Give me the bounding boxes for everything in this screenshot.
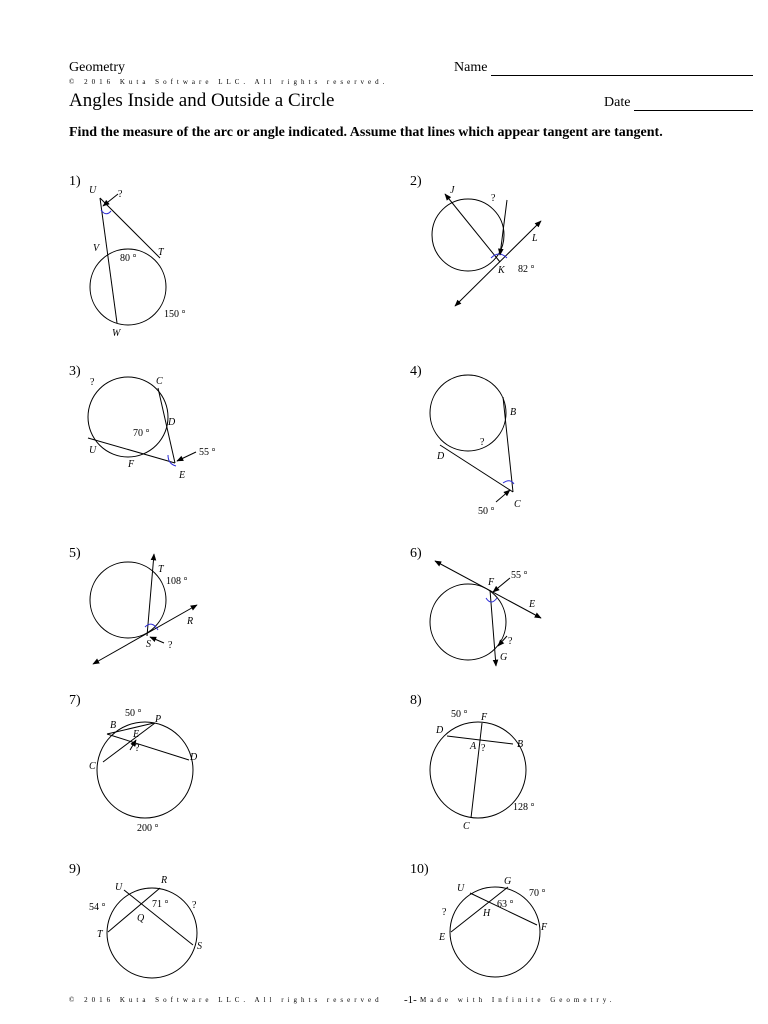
course-name: Geometry xyxy=(69,60,125,75)
label-S: S xyxy=(146,639,151,650)
problem-number: 2) xyxy=(410,174,422,189)
footer-copyright: © 2016 Kuta Software LLC. All rights reserved xyxy=(69,996,383,1004)
label-G: G xyxy=(504,876,512,887)
label-R: R xyxy=(161,875,168,886)
label-measure: 200 ° xyxy=(137,823,159,834)
label-measure: 70 ° xyxy=(133,428,150,439)
label-D: D xyxy=(436,725,444,736)
label-G: G xyxy=(500,652,508,663)
label-W: W xyxy=(112,328,121,339)
label-D: D xyxy=(190,752,198,763)
problem-number: 8) xyxy=(410,693,422,708)
label-unknown: ? xyxy=(118,189,123,200)
label-E: E xyxy=(133,729,140,740)
label-J: J xyxy=(450,185,455,196)
label-T: T xyxy=(158,564,164,575)
label-unknown: ? xyxy=(481,743,486,754)
label-D: D xyxy=(437,451,445,462)
label-measure: 54 ° xyxy=(89,902,106,913)
label-C: C xyxy=(463,821,470,832)
label-E: E xyxy=(529,599,536,610)
label-unknown: ? xyxy=(480,437,485,448)
label-measure: 55 ° xyxy=(511,570,528,581)
problem-number: 9) xyxy=(69,862,81,877)
label-U: U xyxy=(457,883,465,894)
label-measure: 82 ° xyxy=(518,264,535,275)
label-A: A xyxy=(470,741,477,752)
label-C: C xyxy=(514,499,521,510)
problem-number: 5) xyxy=(69,546,81,561)
label-unknown: ? xyxy=(442,907,447,918)
figure-5 xyxy=(90,554,197,664)
header-copyright: © 2016 Kuta Software LLC. All rights reserved. xyxy=(69,78,389,86)
problem-number: 6) xyxy=(410,546,422,561)
label-H: H xyxy=(483,908,491,919)
label-E: E xyxy=(179,470,186,481)
label-measure: 71 ° xyxy=(152,899,169,910)
label-unknown: ? xyxy=(168,640,173,651)
label-unknown: ? xyxy=(135,743,140,754)
label-K: K xyxy=(498,265,505,276)
label-measure: 128 ° xyxy=(513,802,535,813)
label-measure: 108 ° xyxy=(166,576,188,587)
label-F: F xyxy=(488,577,495,588)
figure-3 xyxy=(88,377,196,466)
name-label: Name xyxy=(454,60,488,75)
figure-4 xyxy=(430,375,517,502)
instructions: Find the measure of the arc or angle indicated. Assume that lines which appear tangent are tangent. xyxy=(69,125,663,140)
figure-8 xyxy=(430,722,526,818)
label-T: T xyxy=(158,247,164,258)
problem-number: 1) xyxy=(69,174,81,189)
label-unknown: ? xyxy=(508,636,513,647)
label-B: B xyxy=(517,739,524,750)
label-S: S xyxy=(197,941,202,952)
figure-2 xyxy=(432,194,541,306)
label-unknown: ? xyxy=(90,377,95,388)
label-L: L xyxy=(532,233,538,244)
worksheet-title: Angles Inside and Outside a Circle xyxy=(69,90,335,111)
label-F: F xyxy=(128,459,135,470)
label-T: T xyxy=(97,929,103,940)
label-U: U xyxy=(89,185,97,196)
label-D: D xyxy=(168,417,176,428)
label-Q: Q xyxy=(137,913,145,924)
label-measure: 55 ° xyxy=(199,447,216,458)
label-P: P xyxy=(155,714,162,725)
label-B: B xyxy=(110,720,117,731)
problem-number: 3) xyxy=(69,364,81,379)
label-V: V xyxy=(93,243,100,254)
figure-10 xyxy=(450,887,540,977)
label-measure: 63 ° xyxy=(497,899,514,910)
label-F: F xyxy=(541,922,548,933)
label-unknown: ? xyxy=(192,900,197,911)
page-number: -1- xyxy=(404,994,417,1006)
label-R: R xyxy=(187,616,194,627)
label-C: C xyxy=(156,376,163,387)
problem-number: 10) xyxy=(410,862,429,877)
label-measure: 50 ° xyxy=(478,506,495,517)
label-measure: 50 ° xyxy=(125,708,142,719)
problem-number: 4) xyxy=(410,364,422,379)
label-B: B xyxy=(510,407,517,418)
label-measure: 80 ° xyxy=(120,253,137,264)
label-C: C xyxy=(89,761,96,772)
label-U: U xyxy=(89,445,97,456)
date-label: Date xyxy=(604,95,631,110)
label-E: E xyxy=(439,932,446,943)
label-F: F xyxy=(481,712,488,723)
label-unknown: ? xyxy=(491,193,496,204)
label-measure: 50 ° xyxy=(451,709,468,720)
label-measure: 150 ° xyxy=(164,309,186,320)
footer-made-with: Made with Infinite Geometry. xyxy=(420,996,616,1004)
label-measure: 70 ° xyxy=(529,888,546,899)
figure-7 xyxy=(97,722,193,818)
problem-number: 7) xyxy=(69,693,81,708)
label-U: U xyxy=(115,882,123,893)
